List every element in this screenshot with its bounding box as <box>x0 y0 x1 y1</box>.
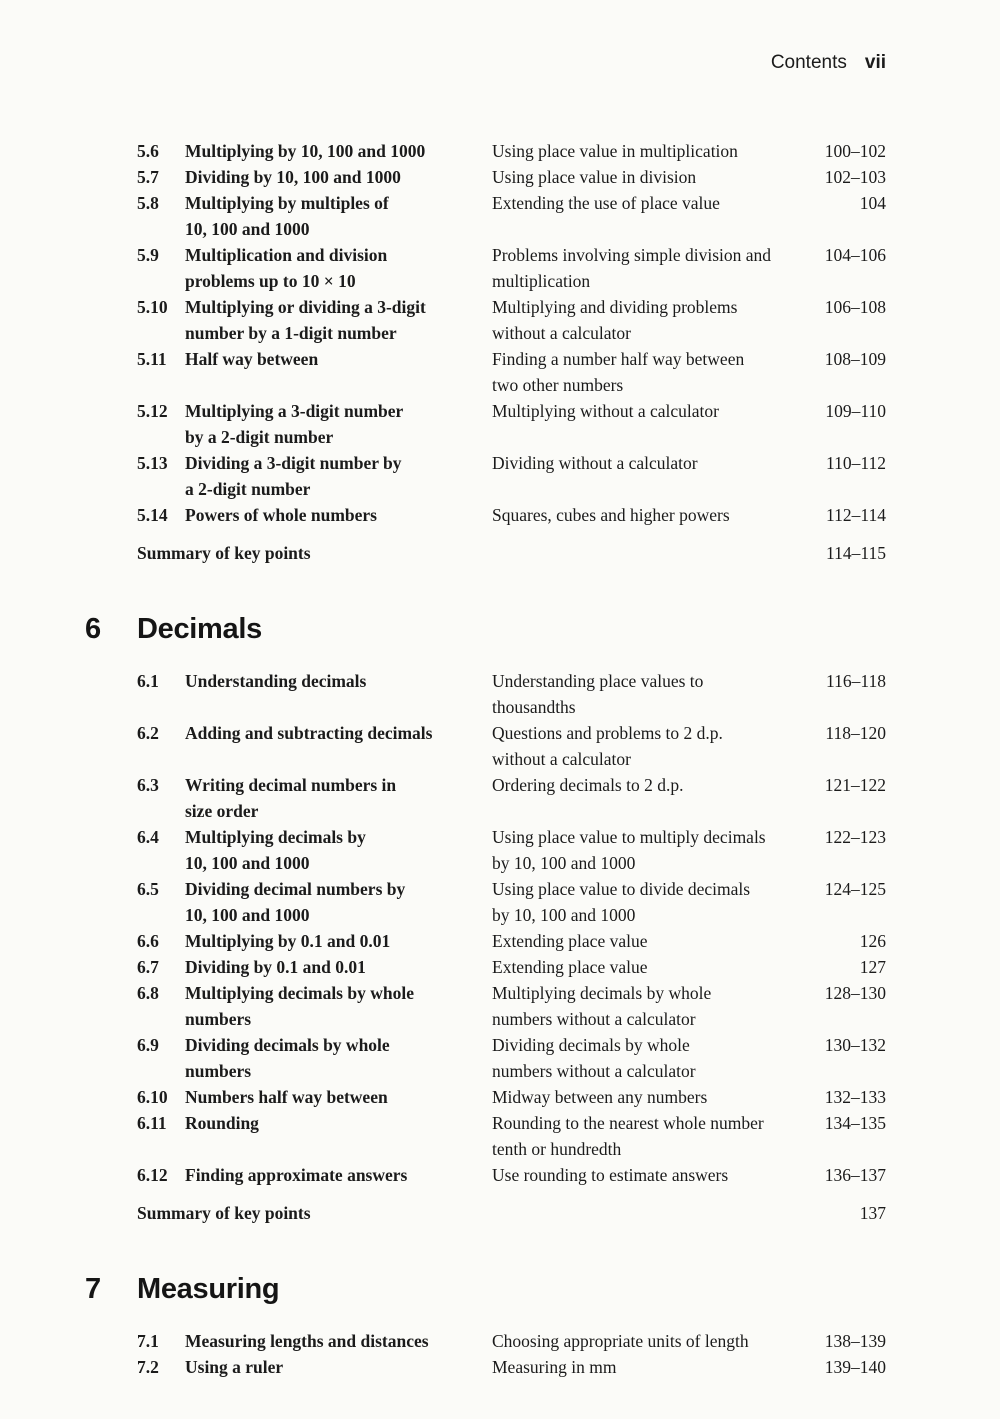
toc <box>85 138 886 1380</box>
entry-description <box>492 138 818 164</box>
entry-title <box>185 502 492 528</box>
entry-pages: 118–120 <box>825 723 886 743</box>
chapter-title: Measuring <box>137 1273 280 1305</box>
entry-description-line: Multiplying without a calculator <box>492 401 719 421</box>
entry-title <box>185 1110 492 1136</box>
entry-title <box>185 772 492 824</box>
entry-description <box>492 668 818 720</box>
entry-description-line: Understanding place values to <box>492 671 704 691</box>
toc-entry <box>137 980 886 1032</box>
entry-number: 6.6 <box>137 931 159 951</box>
toc-entry <box>137 772 886 824</box>
entry-number: 6.7 <box>137 957 159 977</box>
entry-description <box>492 242 818 294</box>
entry-pages: 108–109 <box>824 349 886 369</box>
toc-entry <box>137 928 886 954</box>
entry-title-line: Adding and subtracting decimals <box>185 723 433 743</box>
entry-description <box>492 398 818 424</box>
entry-description <box>492 1084 818 1110</box>
toc-entry <box>137 1162 886 1188</box>
chapter-title: Decimals <box>137 613 262 645</box>
entry-pages: 134–135 <box>824 1113 886 1133</box>
entry-number: 7.2 <box>137 1357 159 1377</box>
toc-entry <box>137 398 886 450</box>
entry-pages: 109–110 <box>825 401 886 421</box>
entry-title <box>185 164 492 190</box>
entry-pages: 121–122 <box>824 775 886 795</box>
entry-number: 6.2 <box>137 723 159 743</box>
entry-pages: 124–125 <box>824 879 886 899</box>
entry-title-line: Multiplying or dividing a 3-digit <box>185 297 426 317</box>
toc-entry <box>137 1032 886 1084</box>
entry-pages: 138–139 <box>824 1331 886 1351</box>
summary-row <box>137 540 886 566</box>
entry-number: 5.11 <box>137 349 167 369</box>
entry-number: 6.12 <box>137 1165 168 1185</box>
entry-description <box>492 1110 818 1162</box>
toc-entry <box>137 242 886 294</box>
entry-number: 6.4 <box>137 827 159 847</box>
entry-pages: 112–114 <box>826 505 886 525</box>
entry-title-line: Dividing decimals by whole <box>185 1035 390 1055</box>
toc-entry <box>137 190 886 242</box>
entry-title-line: numbers <box>185 1061 252 1081</box>
entry-title-line: 10, 100 and 1000 <box>185 219 310 239</box>
entry-description <box>492 876 818 928</box>
entry-number: 6.5 <box>137 879 159 899</box>
entry-description <box>492 294 818 346</box>
entry-description <box>492 772 818 798</box>
entry-number: 5.13 <box>137 453 168 473</box>
entry-title-line: Dividing by 10, 100 and 1000 <box>185 167 401 187</box>
entry-description-line: Dividing without a calculator <box>492 453 698 473</box>
entry-number: 6.11 <box>137 1113 167 1133</box>
entry-number: 6.3 <box>137 775 159 795</box>
entry-title-line: Multiplying by multiples of <box>185 193 389 213</box>
entry-title <box>185 138 492 164</box>
entry-description-line: Squares, cubes and higher powers <box>492 505 730 525</box>
toc-entry <box>137 164 886 190</box>
toc-entry <box>137 1354 886 1380</box>
chapter-number: 6 <box>85 613 101 645</box>
toc-entry <box>137 668 886 720</box>
entry-number: 5.6 <box>137 141 159 161</box>
entry-number: 5.10 <box>137 297 168 317</box>
entry-title <box>185 242 492 294</box>
folio-page-number: vii <box>864 52 886 73</box>
chapter-heading <box>85 1272 886 1306</box>
toc-entry <box>137 1084 886 1110</box>
entry-pages: 132–133 <box>824 1087 886 1107</box>
entry-description-line: without a calculator <box>492 749 631 769</box>
entry-title <box>185 1032 492 1084</box>
entry-description-line: Using place value in multiplication <box>492 141 738 161</box>
summary-pages: 137 <box>859 1203 886 1223</box>
entry-title <box>185 1162 492 1188</box>
entry-title-line: Multiplying by 0.1 and 0.01 <box>185 931 391 951</box>
entry-title-line: by a 2-digit number <box>185 427 334 447</box>
entry-title <box>185 824 492 876</box>
entry-description <box>492 450 818 476</box>
entry-description-line: two other numbers <box>492 375 624 395</box>
toc-entry <box>137 876 886 928</box>
entry-description-line: Dividing decimals by whole <box>492 1035 690 1055</box>
entry-title <box>185 294 492 346</box>
entry-description-line: Using place value to divide decimals <box>492 879 751 899</box>
summary-pages: 114–115 <box>826 543 886 563</box>
entry-description-line: Using place value to multiply decimals <box>492 827 766 847</box>
entry-description-line: Questions and problems to 2 d.p. <box>492 723 723 743</box>
entry-description <box>492 1328 818 1354</box>
entry-description <box>492 928 818 954</box>
entry-description <box>492 164 818 190</box>
entry-description-line: without a calculator <box>492 323 631 343</box>
entry-title-line: Multiplying decimals by whole <box>185 983 414 1003</box>
entry-title <box>185 1328 492 1354</box>
entry-description <box>492 1032 818 1084</box>
entry-description-line: thousandths <box>492 697 576 717</box>
entry-title <box>185 720 492 746</box>
entry-title <box>185 450 492 502</box>
entry-title-line: Powers of whole numbers <box>185 505 377 525</box>
entry-pages: 106–108 <box>824 297 886 317</box>
entry-description-line: Using place value in division <box>492 167 697 187</box>
summary-row <box>137 1200 886 1226</box>
entry-pages: 122–123 <box>824 827 886 847</box>
entry-description-line: Choosing appropriate units of length <box>492 1331 749 1351</box>
entry-title-line: number by a 1-digit number <box>185 323 397 343</box>
entry-number: 6.1 <box>137 671 159 691</box>
toc-entry <box>137 502 886 528</box>
entry-number: 6.9 <box>137 1035 159 1055</box>
entry-title-line: a 2-digit number <box>185 479 311 499</box>
entry-pages: 104–106 <box>824 245 886 265</box>
entry-title <box>185 876 492 928</box>
entry-description-line: multiplication <box>492 271 591 291</box>
entry-description <box>492 190 818 216</box>
entry-pages: 130–132 <box>824 1035 886 1055</box>
entry-description-line: Extending the use of place value <box>492 193 720 213</box>
entry-title-line: Rounding <box>185 1113 259 1133</box>
entry-description <box>492 824 818 876</box>
entry-number: 5.8 <box>137 193 159 213</box>
entry-number: 5.7 <box>137 167 159 187</box>
toc-entry <box>137 720 886 772</box>
entry-description-line: numbers without a calculator <box>492 1009 696 1029</box>
toc-entry <box>137 346 886 398</box>
entry-description-line: Midway between any numbers <box>492 1087 708 1107</box>
entry-number: 5.12 <box>137 401 168 421</box>
entry-title-line: Dividing a 3-digit number by <box>185 453 402 473</box>
entry-title <box>185 954 492 980</box>
entry-number: 7.1 <box>137 1331 159 1351</box>
entry-pages: 127 <box>859 957 886 977</box>
entry-title-line: Multiplication and division <box>185 245 388 265</box>
toc-entry <box>137 450 886 502</box>
entry-description-line: Rounding to the nearest whole number <box>492 1113 764 1133</box>
entry-description-line: Measuring in mm <box>492 1357 617 1377</box>
entry-description-line: numbers without a calculator <box>492 1061 696 1081</box>
entry-title-line: Using a ruler <box>185 1357 284 1377</box>
entry-description <box>492 1162 818 1188</box>
entry-number: 5.14 <box>137 505 168 525</box>
entry-pages: 110–112 <box>826 453 886 473</box>
entry-description <box>492 954 818 980</box>
entry-description <box>492 1354 818 1380</box>
chapter-heading <box>85 612 886 646</box>
toc-entry <box>137 1110 886 1162</box>
entry-title <box>185 668 492 694</box>
entry-title-line: problems up to 10 × 10 <box>185 271 356 291</box>
entry-description <box>492 346 818 398</box>
entry-pages: 100–102 <box>824 141 886 161</box>
entry-title-line: Understanding decimals <box>185 671 367 691</box>
toc-entry <box>137 1328 886 1354</box>
entry-number: 6.8 <box>137 983 159 1003</box>
entry-title-line: Numbers half way between <box>185 1087 388 1107</box>
entry-title <box>185 346 492 372</box>
entry-pages: 102–103 <box>824 167 886 187</box>
entry-description-line: Multiplying decimals by whole <box>492 983 712 1003</box>
entry-title-line: Finding approximate answers <box>185 1165 408 1185</box>
entry-description-line: tenth or hundredth <box>492 1139 622 1159</box>
summary-label: Summary of key points <box>137 1203 311 1223</box>
entry-description-line: Multiplying and dividing problems <box>492 297 738 317</box>
page-header <box>771 52 886 74</box>
entry-pages: 104 <box>859 193 886 213</box>
entry-title <box>185 1354 492 1380</box>
entry-pages: 139–140 <box>824 1357 886 1377</box>
entry-title-line: Writing decimal numbers in <box>185 775 397 795</box>
chapter-number: 7 <box>85 1273 101 1305</box>
entry-description <box>492 980 818 1032</box>
entry-description-line: Ordering decimals to 2 d.p. <box>492 775 684 795</box>
toc-entry <box>137 138 886 164</box>
entry-title <box>185 980 492 1032</box>
entry-pages: 116–118 <box>826 671 886 691</box>
entry-title <box>185 1084 492 1110</box>
contents-label: Contents <box>770 52 847 73</box>
entry-title <box>185 190 492 242</box>
entry-title-line: size order <box>185 801 259 821</box>
entry-description-line: by 10, 100 and 1000 <box>492 853 636 873</box>
entry-number: 6.10 <box>137 1087 168 1107</box>
entry-description-line: Extending place value <box>492 957 648 977</box>
entry-description <box>492 720 818 772</box>
entry-description-line: by 10, 100 and 1000 <box>492 905 636 925</box>
entry-title <box>185 398 492 450</box>
entry-title-line: Dividing by 0.1 and 0.01 <box>185 957 366 977</box>
entry-title-line: Multiplying decimals by <box>185 827 366 847</box>
entry-number: 5.9 <box>137 245 159 265</box>
entry-title-line: Dividing decimal numbers by <box>185 879 406 899</box>
toc-entry <box>137 824 886 876</box>
summary-label: Summary of key points <box>137 543 311 563</box>
entry-title-line: Half way between <box>185 349 319 369</box>
entry-title-line: 10, 100 and 1000 <box>185 905 310 925</box>
entry-pages: 128–130 <box>824 983 886 1003</box>
entry-title <box>185 928 492 954</box>
entry-pages: 136–137 <box>824 1165 886 1185</box>
entry-description-line: Use rounding to estimate answers <box>492 1165 729 1185</box>
entry-title-line: Multiplying a 3-digit number <box>185 401 404 421</box>
entry-description-line: Finding a number half way between <box>492 349 745 369</box>
entry-title-line: numbers <box>185 1009 252 1029</box>
entry-description-line: Extending place value <box>492 931 648 951</box>
entry-title-line: Measuring lengths and distances <box>185 1331 429 1351</box>
toc-entry <box>137 294 886 346</box>
entry-title-line: 10, 100 and 1000 <box>185 853 310 873</box>
toc-entry <box>137 954 886 980</box>
entry-title-line: Multiplying by 10, 100 and 1000 <box>185 141 426 161</box>
entry-pages: 126 <box>859 931 886 951</box>
entry-description-line: Problems involving simple division and <box>492 245 772 265</box>
entry-description <box>492 502 818 528</box>
